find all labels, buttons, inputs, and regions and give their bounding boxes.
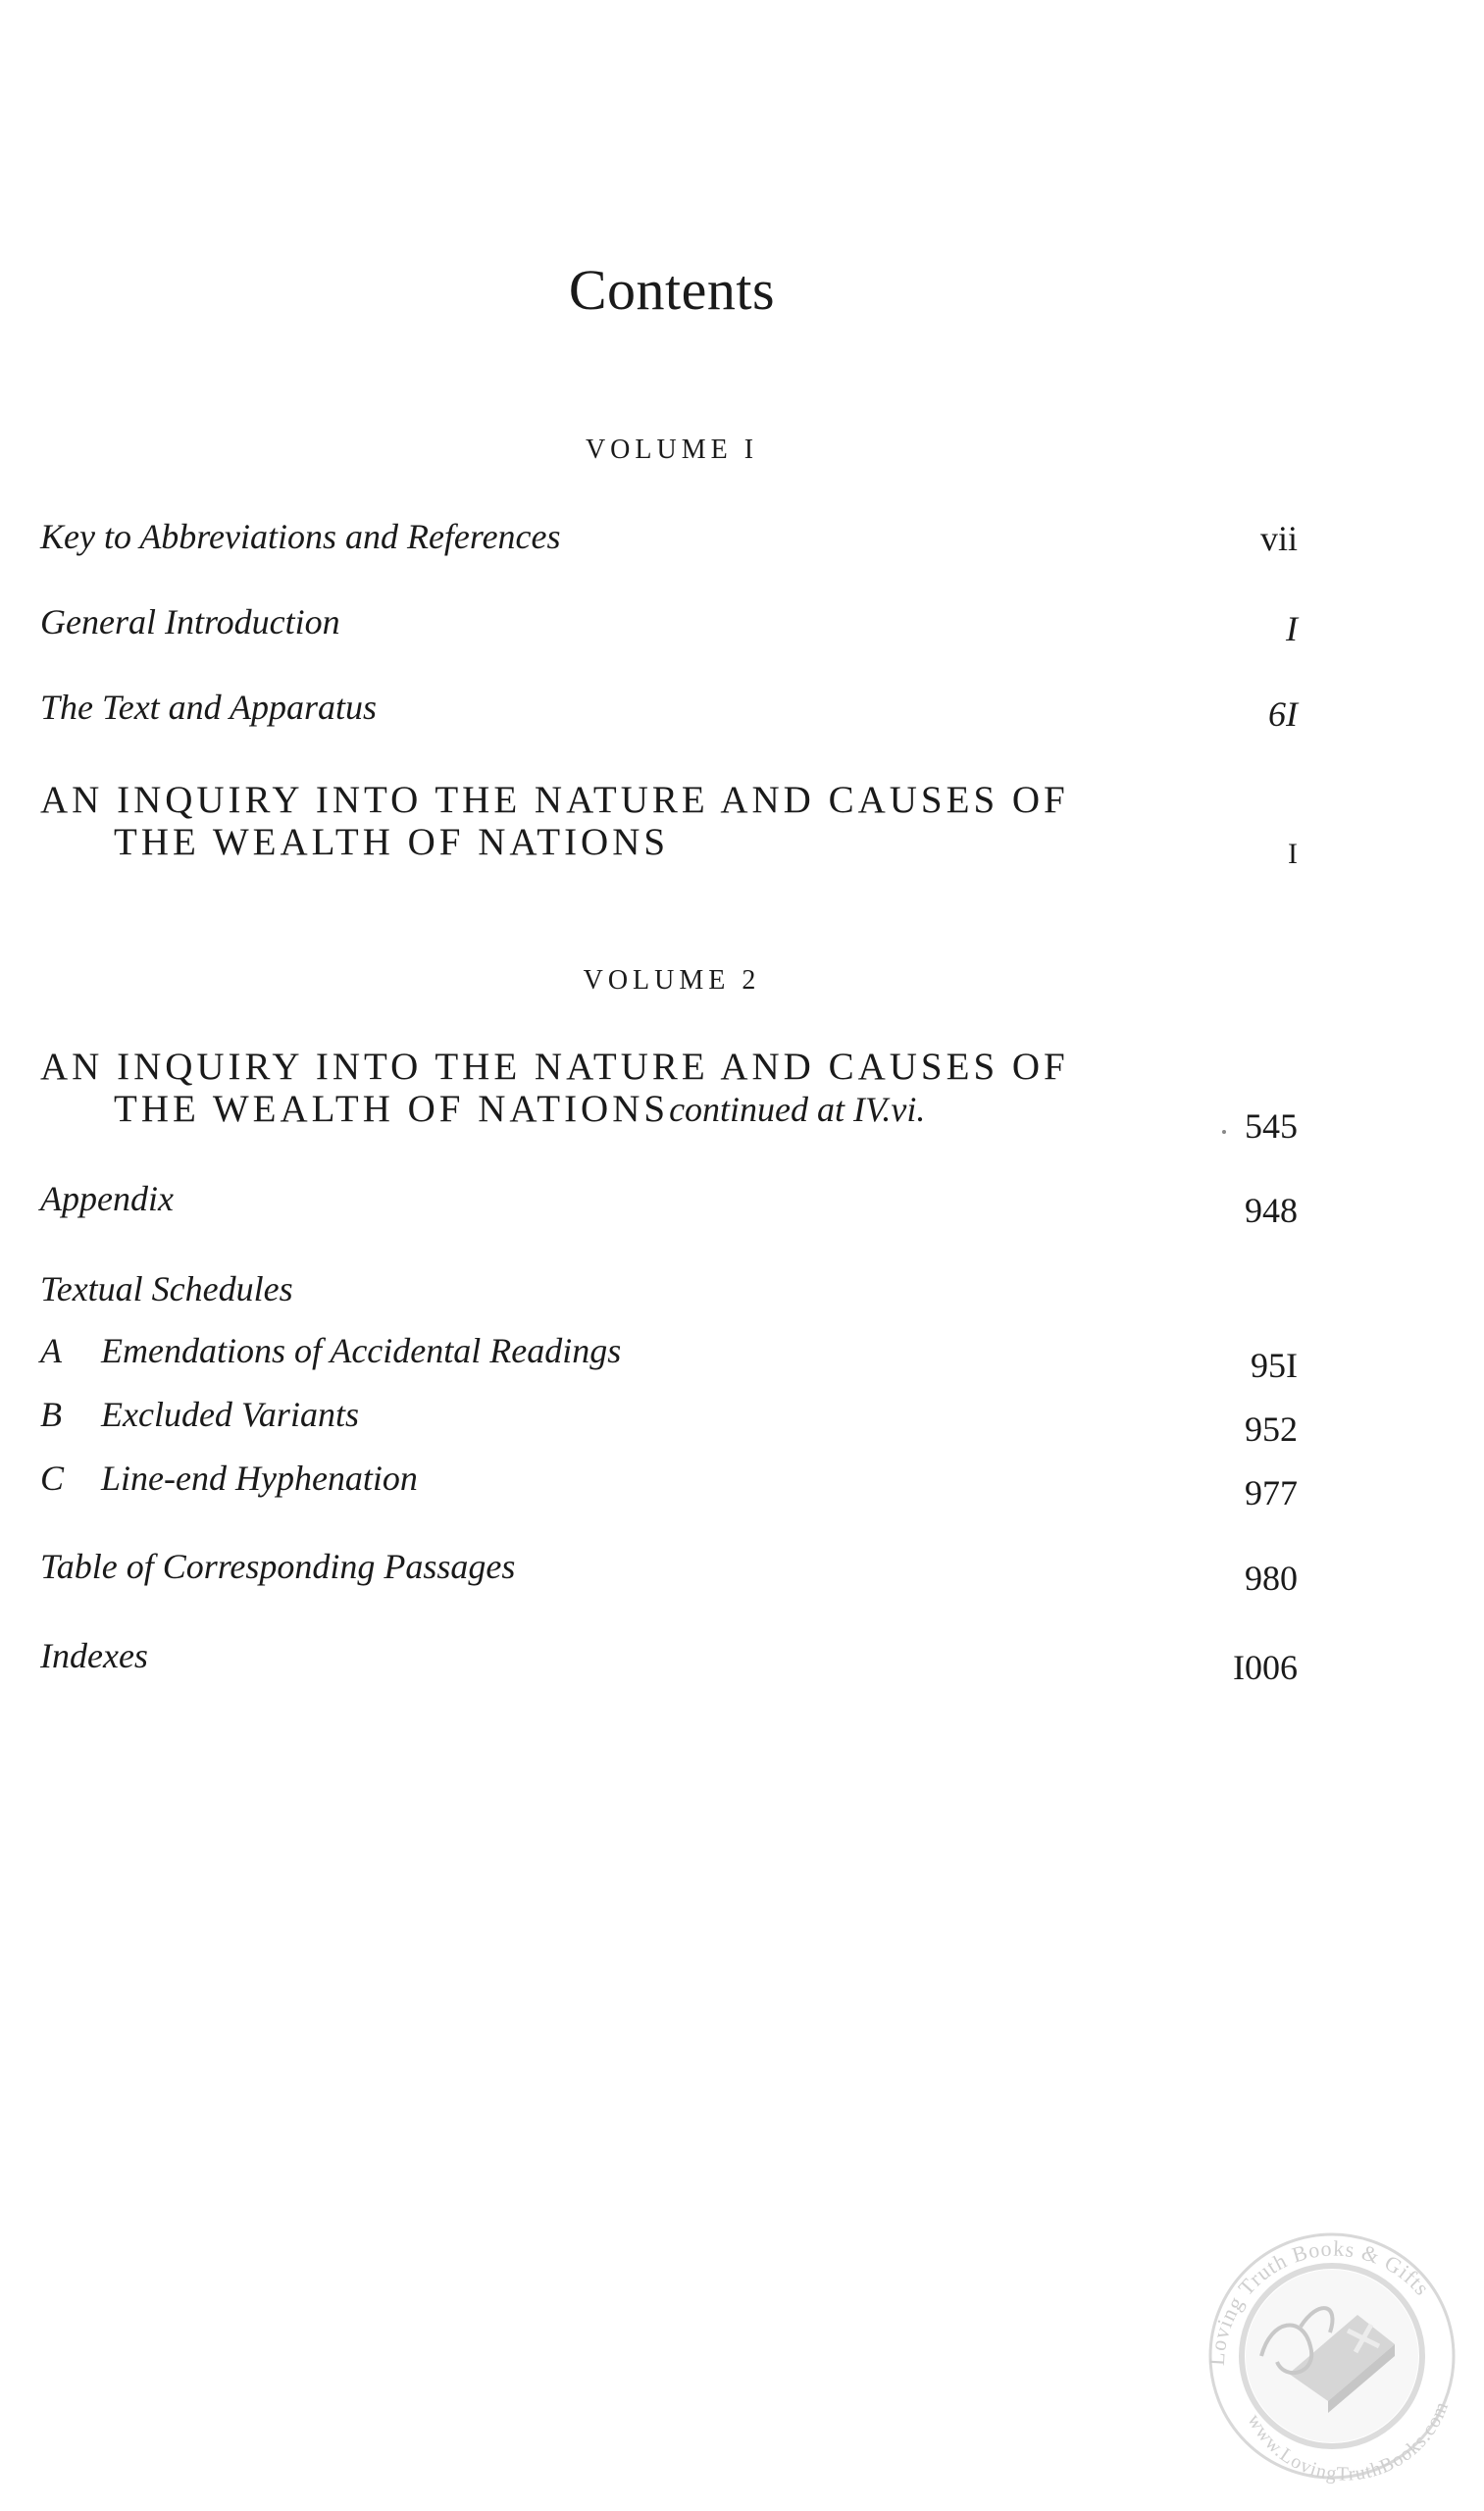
schedule-title: Excluded Variants xyxy=(101,1395,359,1434)
svg-text:Loving Truth Books & Gifts: Loving Truth Books & Gifts xyxy=(1203,2235,1435,2367)
toc-entry-key-abbreviations: Key to Abbreviations and References xyxy=(40,517,561,556)
toc-page-61: 6I xyxy=(1268,694,1298,734)
toc-entry-general-introduction: General Introduction xyxy=(40,602,340,641)
main-work-page: I xyxy=(1288,838,1298,870)
schedule-letter: C xyxy=(40,1459,65,1498)
main-work-title-line2: THE WEALTH OF NATIONS xyxy=(114,821,670,863)
toc-page-951: 95I xyxy=(1251,1346,1298,1385)
schedule-c xyxy=(40,1458,418,1499)
schedule-a xyxy=(40,1330,621,1371)
toc-page-952: 952 xyxy=(1245,1409,1298,1449)
toc-page-1006: I006 xyxy=(1233,1648,1298,1687)
volume-1-heading: VOLUME I xyxy=(585,435,759,465)
toc-page-948: 948 xyxy=(1245,1191,1298,1230)
speck-mark xyxy=(1222,1130,1226,1134)
textual-schedules-heading: Textual Schedules xyxy=(40,1269,293,1308)
watermark-seal-logo xyxy=(1193,2209,1471,2487)
toc-page-vii: vii xyxy=(1259,519,1298,558)
vol2-main-title-text: THE WEALTH OF NATIONS xyxy=(114,1088,670,1130)
toc-page-1: I xyxy=(1286,609,1298,648)
page-title: Contents xyxy=(568,258,776,322)
vol2-main-title-line1: AN INQUIRY INTO THE NATURE AND CAUSES OF xyxy=(40,1046,1069,1088)
schedule-letter: A xyxy=(40,1331,62,1370)
vol2-main-page: 545 xyxy=(1245,1106,1298,1146)
toc-entry-indexes: Indexes xyxy=(40,1636,148,1675)
volume-2-heading: VOLUME 2 xyxy=(583,965,761,996)
vol2-main-title-line2 xyxy=(114,1087,925,1131)
svg-text:www.LovingTruthBooks.com: www.LovingTruthBooks.com xyxy=(1243,2397,1454,2485)
continued-note: continued at IV.vi. xyxy=(669,1090,926,1129)
toc-page-980: 980 xyxy=(1245,1559,1298,1598)
main-work-title-line1: AN INQUIRY INTO THE NATURE AND CAUSES OF xyxy=(40,779,1069,821)
schedule-title: Line-end Hyphenation xyxy=(101,1459,418,1498)
toc-entry-text-apparatus: The Text and Apparatus xyxy=(40,688,378,727)
toc-entry-corresponding-passages: Table of Corresponding Passages xyxy=(40,1547,516,1586)
schedule-b xyxy=(40,1394,359,1435)
schedule-title: Emendations of Accidental Readings xyxy=(101,1331,622,1370)
toc-entry-appendix: Appendix xyxy=(40,1179,174,1218)
toc-page-977: 977 xyxy=(1245,1473,1298,1512)
schedule-letter: B xyxy=(40,1395,62,1434)
